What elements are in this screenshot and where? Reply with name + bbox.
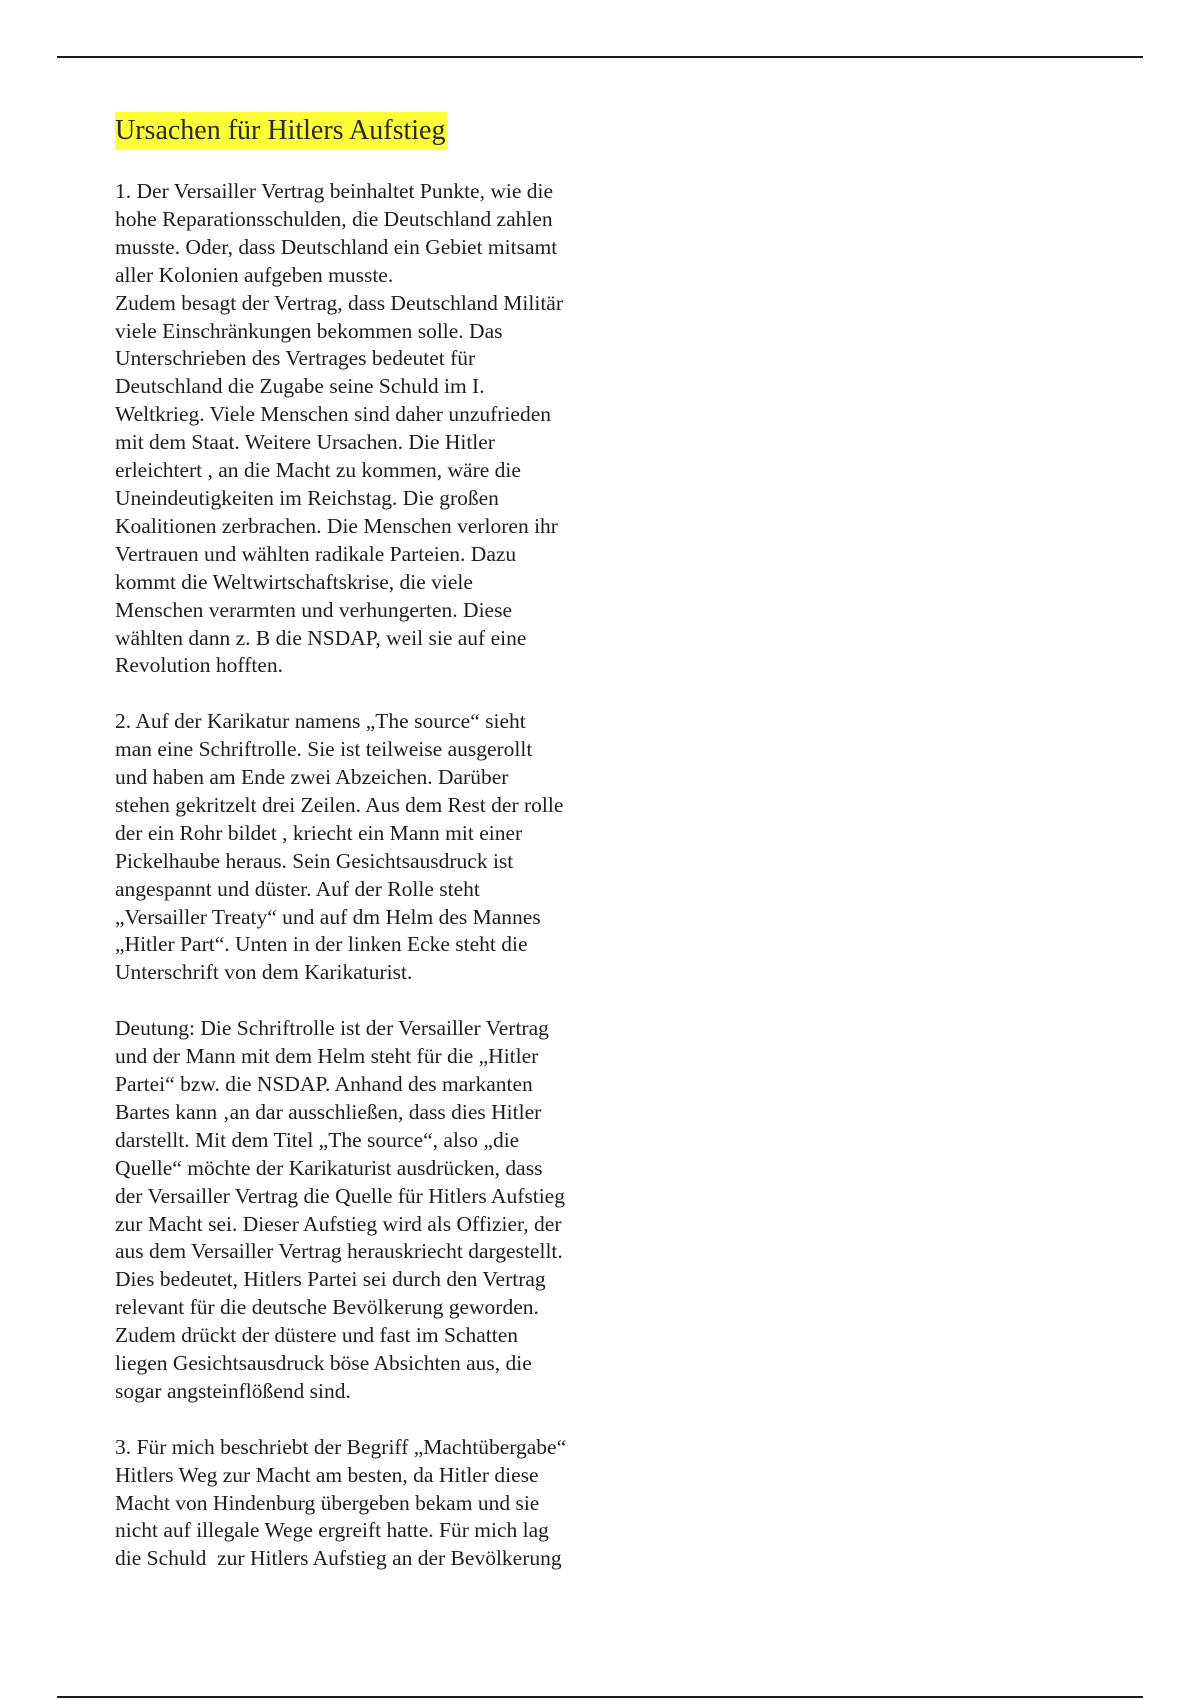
paragraph-spacer [115, 1406, 635, 1434]
text-line: angespannt und düster. Auf der Rolle steht [115, 876, 480, 901]
document-text [115, 178, 635, 1573]
text-line: Hitlers Weg zur Macht am besten, da Hitler diese [115, 1462, 539, 1487]
text-line: und der Mann mit dem Helm steht für die „Hitler [115, 1044, 539, 1069]
text-line: 3. Für mich beschriebt der Begriff „Machtübergabe“ [115, 1434, 567, 1459]
text-line: die Schuld zur Hitlers Aufstieg an der Bevölkerung [115, 1546, 562, 1571]
text-line: aller Kolonien aufgeben musste. [115, 262, 394, 287]
text-line: Zudem besagt der Vertrag, dass Deutschland Militär [115, 290, 563, 315]
text-line: Vertrauen und wählten radikale Parteien. Dazu [115, 541, 517, 566]
text-line: mit dem Staat. Weitere Ursachen. Die Hitler [115, 430, 495, 455]
text-line: Zudem drückt der düstere und fast im Schatten [115, 1323, 519, 1348]
top-rule [57, 56, 1143, 58]
text-line: „Hitler Part“. Unten in der linken Ecke steht die [115, 932, 528, 957]
text-line: Dies bedeutet, Hitlers Partei sei durch den Vertrag [115, 1267, 546, 1292]
text-line: 2. Auf der Karikatur namens „The source“ sieht [115, 709, 526, 734]
text-line: Deutschland die Zugabe seine Schuld im I. [115, 374, 485, 399]
text-line: und haben am Ende zwei Abzeichen. Darüber [115, 765, 509, 790]
text-line: zur Macht sei. Dieser Aufstieg wird als Offizier, der [115, 1211, 562, 1236]
text-line: der ein Rohr bildet , kriecht ein Mann mit einer [115, 820, 523, 845]
text-line: kommt die Weltwirtschaftskrise, die viele [115, 569, 473, 594]
text-line: Unterschrift von dem Karikaturist. [115, 960, 413, 985]
text-line: Uneindeutigkeiten im Reichstag. Die großen [115, 485, 499, 510]
document-body [115, 112, 635, 1573]
text-line: relevant für die deutsche Bevölkerung geworden. [115, 1295, 539, 1320]
text-line: Partei“ bzw. die NSDAP. Anhand des markanten [115, 1071, 533, 1096]
text-line: wählten dann z. B die NSDAP, weil sie auf eine [115, 625, 527, 650]
text-line: hohe Reparationsschulden, die Deutschland zahlen [115, 206, 553, 231]
text-line: aus dem Versailler Vertrag herauskriecht dargestellt. [115, 1239, 563, 1264]
paragraph-2 [115, 708, 635, 987]
bottom-rule [57, 1696, 1143, 1698]
text-line: Koalitionen zerbrachen. Die Menschen verloren ihr [115, 513, 558, 538]
paragraph-1 [115, 178, 635, 680]
text-line: musste. Oder, dass Deutschland ein Gebiet mitsamt [115, 234, 558, 259]
text-line: der Versailler Vertrag die Quelle für Hitlers Aufstieg [115, 1183, 565, 1208]
text-line: liegen Gesichtsausdruck böse Absichten aus, die [115, 1351, 532, 1376]
paragraph-spacer [115, 680, 635, 708]
text-line: viele Einschränkungen bekommen solle. Das [115, 318, 503, 343]
paragraph-spacer [115, 987, 635, 1015]
text-line: Weltkrieg. Viele Menschen sind daher unzufrieden [115, 402, 551, 427]
text-line: stehen gekritzelt drei Zeilen. Aus dem Rest der rolle [115, 792, 564, 817]
text-line: Pickelhaube heraus. Sein Gesichtsausdruck ist [115, 848, 514, 873]
text-line: nicht auf illegale Wege ergreift hatte. Für mich lag [115, 1518, 549, 1543]
text-line: 1. Der Versailler Vertrag beinhaltet Punkte, wie die [115, 179, 554, 203]
text-line: Macht von Hindenburg übergeben bekam und sie [115, 1490, 540, 1515]
text-line: Unterschrieben des Vertrages bedeutet für [115, 346, 476, 371]
text-line: „Versailler Treaty“ und auf dm Helm des Mannes [115, 904, 541, 929]
paragraph-3 [115, 1015, 635, 1406]
text-line: Menschen verarmten und verhungerten. Diese [115, 597, 513, 622]
text-line: sogar angsteinflößend sind. [115, 1378, 351, 1403]
document-title: Ursachen für Hitlers Aufstieg [115, 112, 447, 150]
paragraph-4 [115, 1434, 635, 1574]
text-line: erleichtert , an die Macht zu kommen, wäre die [115, 458, 521, 483]
text-line: Bartes kann ‚an dar ausschließen, dass dies Hitler [115, 1099, 542, 1124]
text-line: darstellt. Mit dem Titel „The source“, also „die [115, 1127, 520, 1152]
text-line: Deutung: Die Schriftrolle ist der Versailler Vertrag [115, 1016, 549, 1041]
text-line: man eine Schriftrolle. Sie ist teilweise ausgerollt [115, 737, 533, 762]
text-line: Quelle“ möchte der Karikaturist ausdrücken, dass [115, 1155, 543, 1180]
text-line: Revolution hofften. [115, 653, 284, 678]
